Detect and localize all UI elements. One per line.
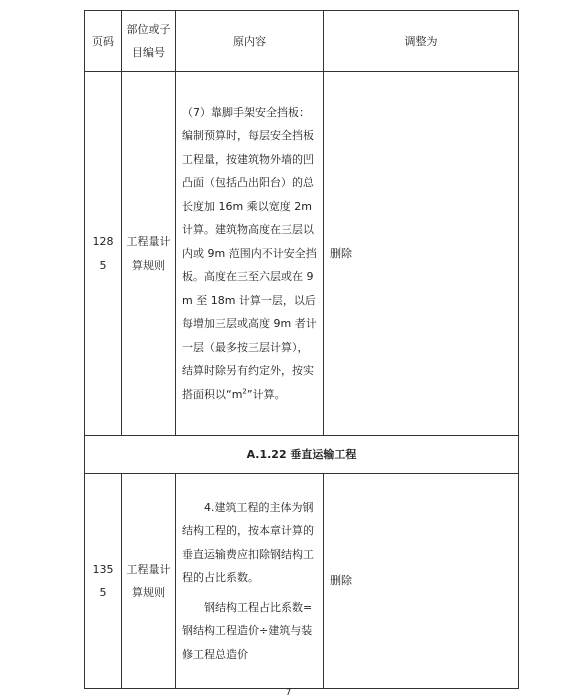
header-original: 原内容 [176,11,324,72]
adjusted-cell: 删除 [324,72,519,436]
part-cell: 工程量计 算规则 [122,474,176,689]
header-adjusted: 调整为 [324,11,519,72]
content-paragraph: 4.建筑工程的主体为钢结构工程的，按本章计算的垂直运输费应扣除钢结构工程的占比系数。 [182,500,314,585]
part-cell: 工程量计 算规则 [122,72,176,436]
original-content-cell: （7）靠脚手架安全挡板：编制预算时，每层安全挡板工程量，按建筑物外墙的凹凸面（包括凸出阳台）的总长度加 16m 乘以宽度 2m 计算。建筑物高度在三层以内或 9m 范围内不计安全挡板。高度在三至六层或在 9m 至 18m 计算一层，以后每增加三层或高度 9m 者计一层（最多按三层计算），结算时除另有约定外，按实搭面积以“$m^2$”计算。 [176,72,324,436]
original-content-cell [176,474,324,689]
adjustment-table [84,10,519,689]
section-title: A.1.22 垂直运输工程 [85,436,519,474]
table-row [85,72,519,436]
header-part: 部位或子 目编号 [122,11,176,72]
content-paragraph: 钢结构工程占比系数=钢结构工程造价÷建筑与装修工程总造价 [182,600,313,661]
page-cell: 128 5 [85,72,122,436]
adjusted-cell: 删除 [324,474,519,689]
table-row [85,474,519,689]
section-row [85,436,519,474]
header-page: 页码 [85,11,122,72]
page-cell: 135 5 [85,474,122,689]
page-number: 7 [285,688,292,698]
table-header-row [85,11,519,72]
